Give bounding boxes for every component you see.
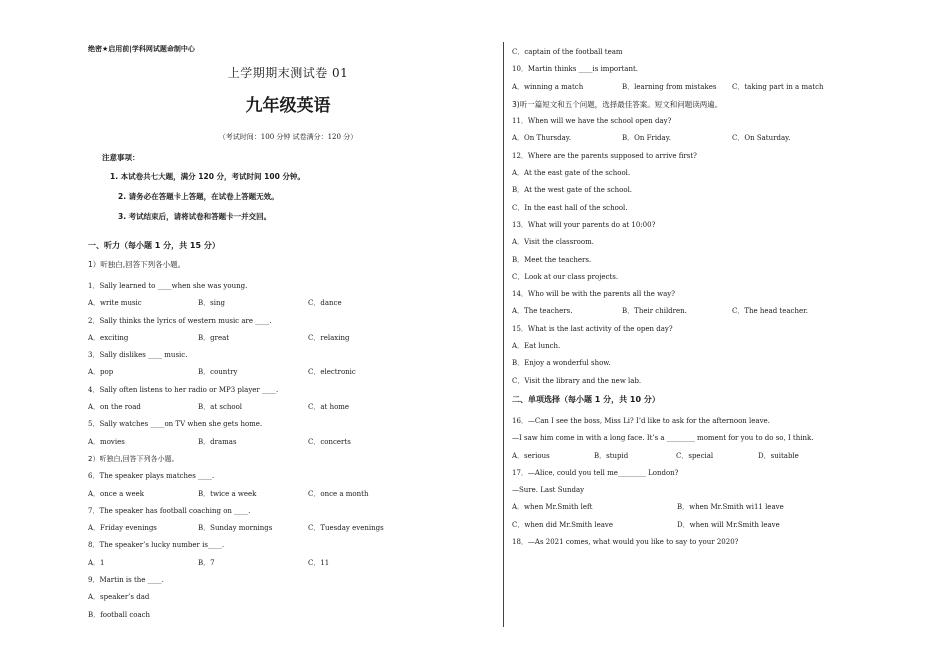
option-a: A．on the road bbox=[88, 403, 141, 412]
section-choice-title: 二、单项选择（每小题 1 分，共 10 分） bbox=[512, 394, 660, 404]
question-stem: 18．—As 2021 comes, what would you like to say to your 2020? bbox=[512, 538, 739, 547]
option-a: A．speaker’s dad bbox=[88, 593, 150, 602]
question-stem: 8．The speaker’s lucky number is____. bbox=[88, 541, 225, 550]
option-a: A．Eat lunch. bbox=[512, 342, 561, 351]
option-b: B．country bbox=[198, 368, 238, 377]
option-b: B．sing bbox=[198, 299, 225, 308]
option-c: C．electronic bbox=[308, 368, 356, 377]
question-options bbox=[88, 434, 488, 451]
option-d: D．when will Mr.Smith leave bbox=[677, 520, 780, 529]
note-1: 1. 本试卷共七大题，满分 120 分，考试时间 100 分钟。 bbox=[110, 172, 305, 181]
option-a: A．The teachers. bbox=[512, 307, 573, 316]
subject-title: 九年级英语 bbox=[245, 96, 331, 116]
question-options bbox=[512, 79, 912, 96]
question-stem: 9．Martin is the ____. bbox=[88, 576, 164, 585]
question-options bbox=[512, 499, 912, 516]
option-a: A．At the east gate of the school. bbox=[512, 169, 631, 178]
question-stem-continued: —Sure. Last Sunday bbox=[512, 486, 585, 495]
option-a: A．pop bbox=[88, 368, 114, 377]
option-a: A．1 bbox=[88, 558, 105, 567]
listening-part-3: 3)听一篇短文和五个问题，选择最佳答案。短文和问题读两遍。 bbox=[512, 99, 723, 109]
option-b: B．At the west gate of the school. bbox=[512, 186, 633, 195]
option-a: A．write music bbox=[88, 299, 142, 308]
option-b: B．dramas bbox=[198, 437, 237, 446]
option-b: B．Enjoy a wonderful show. bbox=[512, 359, 611, 368]
option-b: B．stupid bbox=[594, 451, 629, 460]
option-c: C．when did Mr.Smith leave bbox=[512, 520, 613, 529]
option-a: A．Visit the classroom. bbox=[512, 238, 594, 247]
option-a: A．once a week bbox=[88, 489, 144, 498]
option-b: B．when Mr.Smith wi11 leave bbox=[677, 503, 784, 512]
question-options bbox=[88, 295, 488, 312]
option-c: C．concerts bbox=[308, 437, 351, 446]
option-c: C．Look at our class projects. bbox=[512, 272, 619, 281]
note-2: 2. 请务必在答题卡上答题，在试卷上答题无效。 bbox=[118, 192, 279, 201]
option-b: B．learning from mistakes bbox=[622, 82, 717, 91]
option-b: B．twice a week bbox=[198, 489, 257, 498]
question-stem: 1．Sally learned to ____when she was young. bbox=[88, 282, 248, 290]
note-3: 3. 考试结束后，请将试卷和答题卡一并交回。 bbox=[118, 212, 272, 221]
question-stem: 7．The speaker has football coaching on ____. bbox=[88, 506, 251, 515]
question-stem: 5．Sally watches ____on TV when she gets home. bbox=[88, 420, 263, 429]
listening-part-1: 1）听独白,回答下列各小题。 bbox=[88, 260, 186, 269]
question-stem: 2．Sally thinks the lyrics of western music are ____. bbox=[88, 316, 272, 325]
option-b: B．On Friday. bbox=[622, 134, 671, 143]
question-stem: 13．What will your parents do at 10:00? bbox=[512, 220, 656, 229]
option-c: C．captain of the football team bbox=[512, 48, 623, 56]
question-options bbox=[88, 520, 488, 537]
question-stem: 14．Who will be with the parents all the way? bbox=[512, 290, 676, 299]
option-c: C．special bbox=[676, 451, 714, 460]
column-divider bbox=[503, 42, 504, 627]
time-info: （考试时间：100 分钟 试卷满分：120 分） bbox=[218, 133, 358, 141]
option-b: B．7 bbox=[198, 558, 215, 567]
question-stem: 17．—Alice, could you tell me________ London? bbox=[512, 468, 679, 477]
left-column bbox=[88, 44, 488, 624]
question-options bbox=[88, 364, 488, 381]
option-c: C．In the east hall of the school. bbox=[512, 203, 628, 212]
option-b: B．football coach bbox=[88, 610, 151, 619]
option-c: C．Tuesday evenings bbox=[308, 524, 384, 533]
question-stem-continued: —I saw him come in with a long face. It’s a ________ moment for you to do so, I think. bbox=[512, 434, 814, 443]
section-listening-title: 一、听力（每小题 1 分，共 15 分） bbox=[88, 241, 220, 250]
option-c: C．once a month bbox=[308, 489, 369, 498]
question-options bbox=[88, 399, 488, 416]
option-a: A．winning a match bbox=[512, 82, 584, 91]
option-a: A．Friday evenings bbox=[88, 524, 157, 533]
right-column bbox=[512, 44, 912, 551]
question-stem: 3．Sally dislikes ____ music. bbox=[88, 351, 188, 360]
option-c: C．Visit the library and the new lab. bbox=[512, 376, 642, 385]
question-stem: 4．Sally often listens to her radio or MP3 player ____. bbox=[88, 385, 279, 394]
option-b: B．Their children. bbox=[622, 307, 687, 316]
question-options bbox=[88, 330, 488, 347]
option-c: C．at home bbox=[308, 403, 350, 412]
question-stem: 15．What is the last activity of the open day? bbox=[512, 324, 673, 333]
question-options bbox=[88, 555, 488, 572]
question-stem: 10．Martin thinks ____is important. bbox=[512, 65, 639, 74]
question-stem: 16．—Can I see the boss, Miss Li? I’d like to ask for the afternoon leave. bbox=[512, 416, 770, 425]
option-a: A．exciting bbox=[88, 333, 129, 342]
option-a: A．when Mr.Smith left bbox=[512, 503, 593, 512]
question-options bbox=[512, 130, 912, 147]
question-options bbox=[512, 517, 912, 534]
option-b: B．Meet the teachers. bbox=[512, 255, 592, 264]
option-b: B．Sunday mornings bbox=[198, 524, 273, 533]
question-options bbox=[512, 303, 912, 320]
option-c: C．11 bbox=[308, 558, 330, 567]
exam-title: 上学期期末测试卷 01 bbox=[227, 66, 349, 80]
option-c: C．taking part in a match bbox=[732, 82, 824, 91]
confidential-label: 绝密★启用前|学科网试题命制中心 bbox=[88, 45, 195, 53]
question-stem: 6．The speaker plays matches ____. bbox=[88, 472, 215, 481]
question-stem: 12．Where are the parents supposed to arrive first? bbox=[512, 151, 697, 160]
option-a: A．movies bbox=[88, 437, 125, 446]
option-c: C．The head teacher. bbox=[732, 307, 808, 316]
question-options bbox=[512, 448, 912, 465]
option-d: D．suitable bbox=[758, 451, 799, 460]
option-c: C．On Saturday. bbox=[732, 134, 791, 143]
option-b: B．great bbox=[198, 333, 230, 342]
option-c: C．dance bbox=[308, 299, 342, 308]
option-b: B．at school bbox=[198, 403, 243, 412]
option-a: A．On Thursday. bbox=[512, 134, 572, 143]
notes-heading: 注意事项： bbox=[102, 153, 140, 162]
question-options bbox=[88, 486, 488, 503]
question-stem: 11．When will we have the school open day? bbox=[512, 117, 672, 126]
listening-part-2: 2）听独白,回答下列各小题。 bbox=[88, 454, 179, 463]
option-a: A．serious bbox=[512, 451, 550, 460]
option-c: C．relaxing bbox=[308, 333, 350, 342]
